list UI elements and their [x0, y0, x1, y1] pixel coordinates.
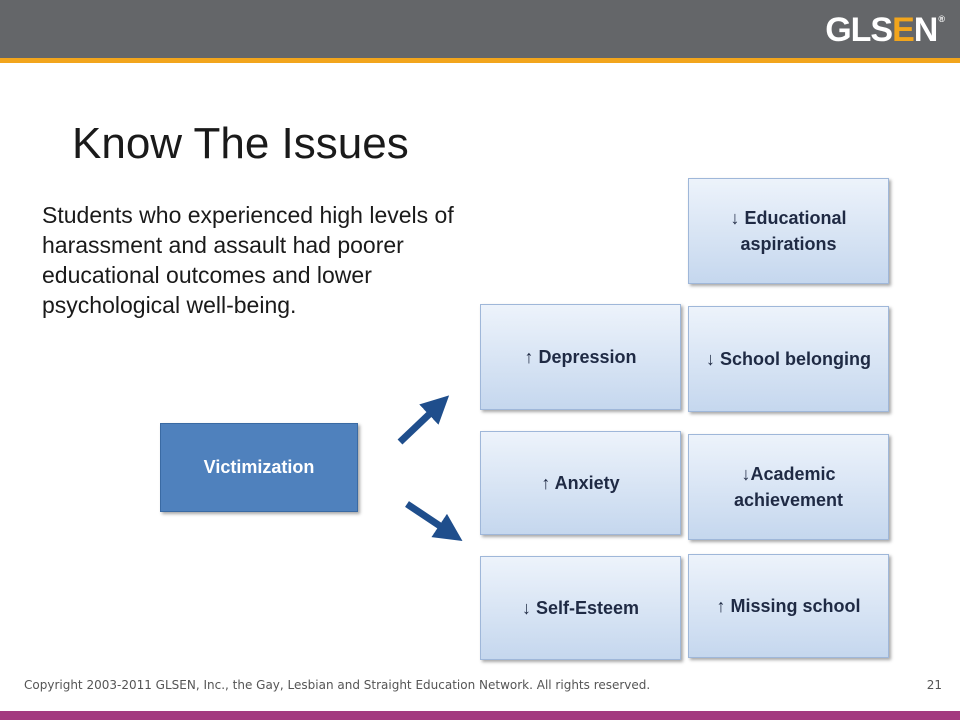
- slide-title: Know The Issues: [72, 119, 409, 168]
- slide-body-text: Students who experienced high levels of harassment and assault had poorer educational outcomes and lower psychological well-being.: [42, 202, 454, 318]
- anxiety-box: ↑ Anxiety: [480, 431, 681, 535]
- copyright-notice: Copyright 2003-2011 GLSEN, Inc., the Gay, Lesbian and Straight Education Network. All rights reserved.: [24, 678, 651, 692]
- educational-aspirations-box: ↓ Educational aspirations: [688, 178, 889, 284]
- victimization-box: Victimization: [160, 423, 358, 512]
- self-esteem-box: ↓ Self-Esteem: [480, 556, 681, 660]
- footer-bar: [0, 711, 960, 720]
- academic-achievement-box: ↓Academic achievement: [688, 434, 889, 540]
- arrow-down-icon: [407, 504, 452, 534]
- depression-box: ↑ Depression: [480, 304, 681, 410]
- glsen-logo: GLSEN®: [825, 11, 944, 49]
- page-number: 21: [926, 678, 942, 692]
- school-belonging-box: ↓ School belonging: [688, 306, 889, 412]
- arrow-up-icon: [400, 404, 440, 442]
- missing-school-box: ↑ Missing school: [688, 554, 889, 658]
